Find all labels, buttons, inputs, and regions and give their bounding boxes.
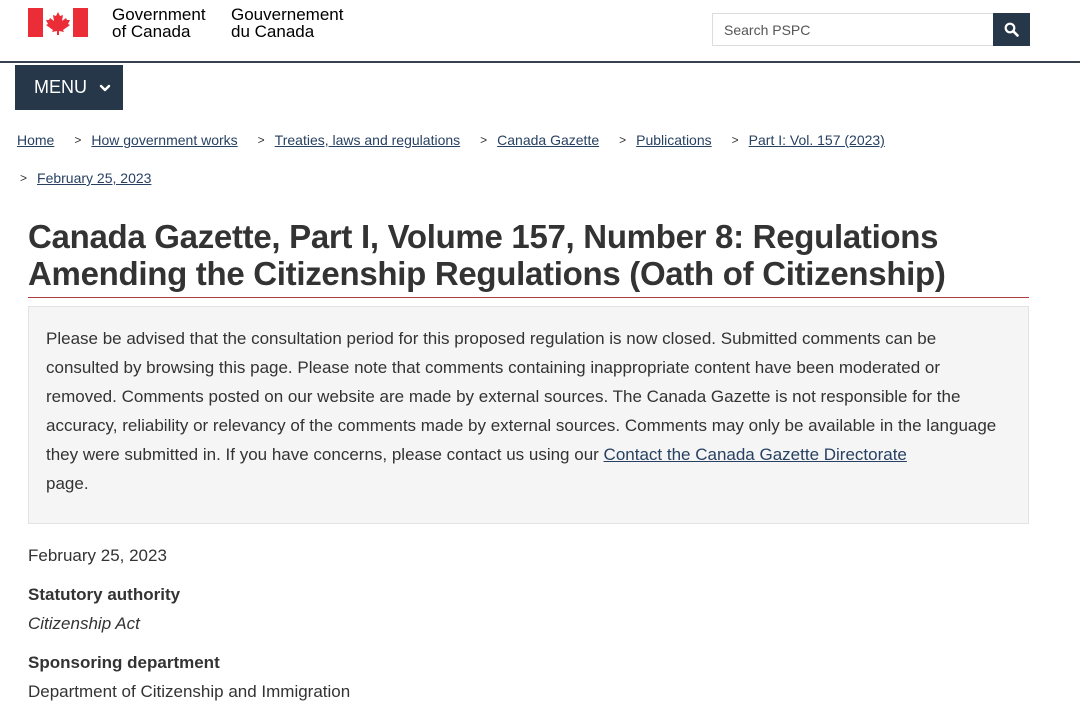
search-form [712, 13, 1030, 46]
search-input[interactable] [712, 13, 994, 46]
publication-date: February 25, 2023 [28, 546, 167, 565]
search-icon [1004, 22, 1019, 37]
search-button[interactable] [993, 13, 1030, 46]
statutory-authority-heading: Statutory authority [28, 585, 181, 604]
wordmark-fr-line1: Gouvernement [231, 5, 344, 24]
wordmark-en-line2: of Canada [112, 22, 191, 41]
breadcrumb-separator: > [731, 133, 739, 147]
breadcrumb-february-25-2023[interactable]: February 25, 2023 [37, 170, 152, 186]
breadcrumb-separator: > [74, 133, 82, 147]
canada-flag-icon[interactable] [28, 8, 88, 37]
wordmark-en-line1: Government [112, 5, 206, 24]
breadcrumb-row [17, 128, 1057, 152]
government-of-canada-wordmark-fr[interactable] [231, 6, 343, 40]
breadcrumb-part-i-vol-157[interactable]: Part I: Vol. 157 (2023) [748, 132, 885, 148]
notice-text: Please be advised that the consultation period for this proposed regulation is now closed. Submitted comments can be consulted by browsing this page. Please note that comments containing inappropriate content have been moderated or removed. Comments posted on our website are made by external sources. The Canada Gazette is not responsible for the accuracy, reliability or relevancy of the comments made by external sources. Comments may only be available in the language they were submitted in. If you have concerns, please contact us using our [46, 329, 997, 464]
wordmark-fr-line2: du Canada [231, 22, 315, 41]
breadcrumb-how-government-works[interactable]: How government works [91, 132, 238, 148]
breadcrumb-treaties-laws-regulations[interactable]: Treaties, laws and regulations [274, 132, 461, 148]
title-underline [28, 297, 1029, 298]
breadcrumb [17, 128, 1057, 190]
statutory-authority-value: Citizenship Act [28, 614, 140, 633]
breadcrumb-separator: > [480, 133, 488, 147]
menu-button[interactable] [15, 65, 123, 110]
sponsoring-department-value: Department of Citizenship and Immigration [28, 682, 351, 701]
breadcrumb-row [17, 166, 1057, 190]
sponsoring-department-heading: Sponsoring department [28, 653, 220, 672]
breadcrumb-separator: > [619, 133, 627, 147]
contact-directorate-link[interactable]: Contact the Canada Gazette Directorate [603, 445, 907, 464]
site-header [0, 0, 1080, 63]
government-of-canada-wordmark-en[interactable] [112, 6, 206, 40]
page-title: Canada Gazette, Part I, Volume 157, Number 8: Regulations Amending the Citizenship Regulations (Oath of Citizenship) [28, 218, 946, 292]
breadcrumb-canada-gazette[interactable]: Canada Gazette [497, 132, 600, 148]
breadcrumb-publications[interactable]: Publications [636, 132, 712, 148]
notice-tail: page. [46, 474, 89, 493]
chevron-down-icon [99, 82, 111, 94]
breadcrumb-home[interactable]: Home [17, 132, 55, 148]
consultation-closed-notice [28, 306, 1029, 524]
menu-label: MENU [34, 77, 87, 97]
breadcrumb-separator: > [20, 171, 28, 185]
breadcrumb-separator: > [257, 133, 265, 147]
